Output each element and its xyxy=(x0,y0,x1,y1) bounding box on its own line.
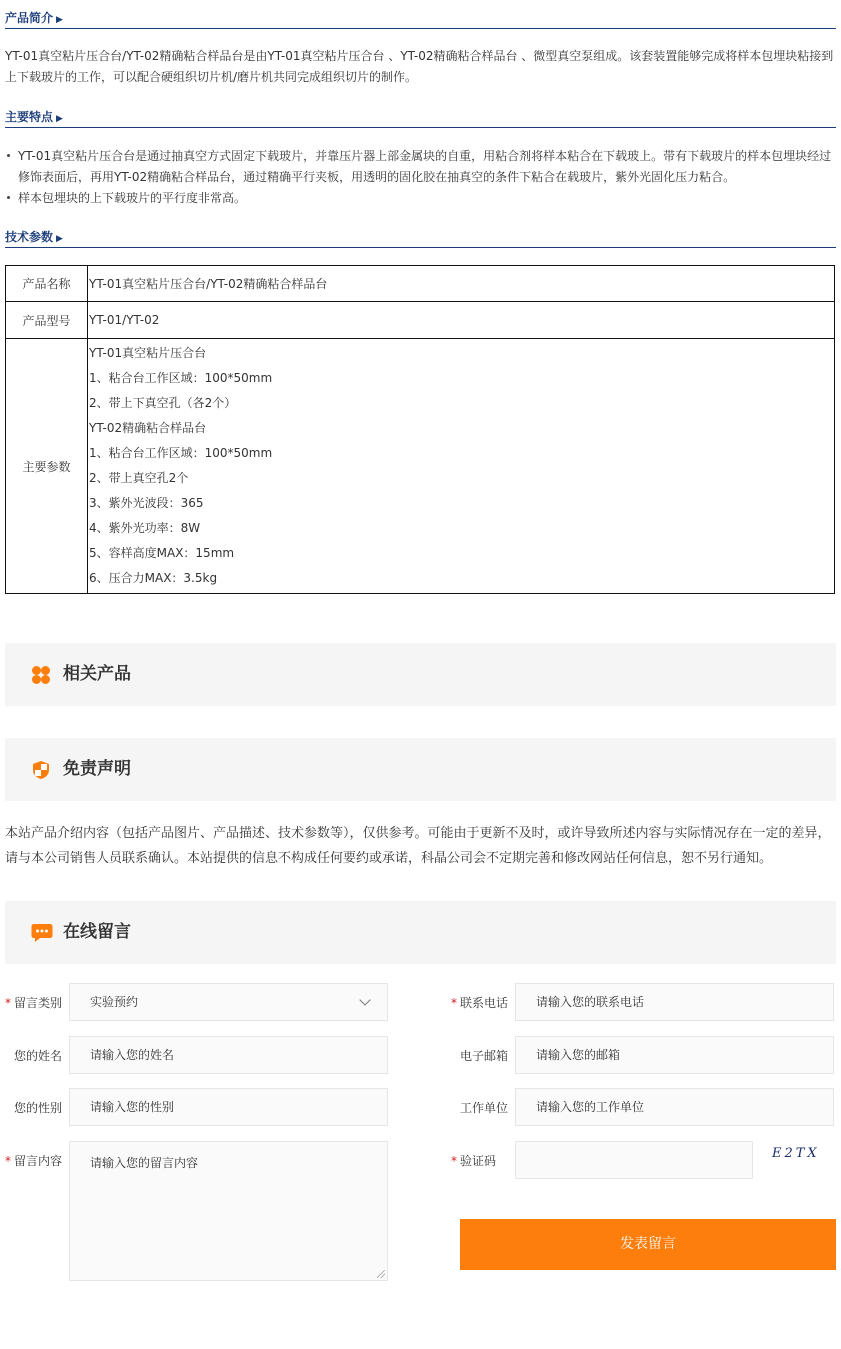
email-label: 电子邮箱 xyxy=(460,1049,509,1063)
name-input[interactable] xyxy=(69,1036,388,1074)
email-input[interactable] xyxy=(515,1036,834,1074)
related-products-title: 相关产品 xyxy=(63,664,131,684)
content-textarea[interactable] xyxy=(69,1141,388,1281)
table-value: YT-01真空粘片压合台/YT-02精确粘合样品台 xyxy=(88,266,835,302)
section-title: 产品简介 xyxy=(5,11,54,25)
list-item: YT-01真空粘片压合台是通过抽真空方式固定下载玻片，并靠压片器上部金属块的自重，用粘合剂将样本粘合在下载玻上。带有下载玻片的样本包埋块经过修饰表面后，再用YT-02精确粘合样品台，通过精确平行夹板，用透明的固化胶在抽真空的条件下粘合在载玻片，紫外光固化压力粘合。 xyxy=(5,146,836,188)
company-label: 工作单位 xyxy=(460,1101,509,1115)
param-line: 4、紫外光功率：8W xyxy=(89,521,201,535)
label-text: 联系电话 xyxy=(460,996,509,1010)
captcha-label xyxy=(451,1152,496,1169)
table-value: YT-01/YT-02 xyxy=(88,302,835,339)
table-value xyxy=(88,339,835,594)
label-text: 留言内容 xyxy=(14,1154,63,1168)
phone-label xyxy=(451,994,508,1011)
input-placeholder: 请输入您的姓名 xyxy=(90,1048,175,1062)
product-intro-text: YT-01真空粘片压合台/YT-02精确粘合样品台是由YT-01真空粘片压合台 、YT-02精确粘合样品台 、微型真空泵组成。该套装置能够完成将样本包埋块粘接到上下载玻片的工作，可以配合硬组织切片机/磨片机共同完成组织切片的制作。 xyxy=(5,49,834,84)
disclaimer-text: 本站产品介绍内容（包括产品图片、产品描述、技术参数等），仅供参考。可能由于更新不及时，或许导致所述内容与实际情况存在一定的差异，请与本公司销售人员联系确认。本站提供的信息不构成任何要约或承诺，科晶公司会不定期完善和修改网站任何信息，恕不另行通知。 xyxy=(5,826,831,866)
param-line: YT-01真空粘片压合台 xyxy=(89,346,207,360)
arrow-right-icon: ▶ xyxy=(56,114,63,124)
input-placeholder: 请输入您的邮箱 xyxy=(536,1048,621,1062)
chat-bubble-icon xyxy=(31,923,53,943)
company-input[interactable] xyxy=(515,1088,834,1126)
table-key: 产品名称 xyxy=(6,266,88,302)
section-header-features xyxy=(5,110,836,128)
submit-button[interactable]: 发表留言 xyxy=(460,1219,836,1270)
clover-icon xyxy=(31,665,51,685)
section-header-intro xyxy=(5,11,836,29)
captcha-input[interactable] xyxy=(515,1141,753,1179)
table-key: 主要参数 xyxy=(6,339,88,594)
section-title: 主要特点 xyxy=(5,110,54,124)
param-line: 6、压合力MAX：3.5kg xyxy=(89,571,218,585)
resize-grip-icon[interactable] xyxy=(377,1270,385,1278)
label-text: 验证码 xyxy=(460,1154,497,1168)
gender-input[interactable] xyxy=(69,1088,388,1126)
section-title: 技术参数 xyxy=(5,230,54,244)
select-value: 实验预约 xyxy=(90,995,139,1009)
required-mark: * xyxy=(5,996,11,1010)
phone-input[interactable] xyxy=(515,983,834,1021)
chevron-down-icon xyxy=(359,994,370,1005)
table-key: 产品型号 xyxy=(6,302,88,339)
label-text: 留言类别 xyxy=(14,996,63,1010)
arrow-right-icon: ▶ xyxy=(56,234,63,244)
required-mark: * xyxy=(451,996,457,1010)
name-label: 您的姓名 xyxy=(14,1049,63,1063)
disclaimer-header xyxy=(5,738,836,801)
message-title: 在线留言 xyxy=(63,922,131,942)
required-mark: * xyxy=(451,1154,457,1168)
param-line: 3、紫外光波段：365 xyxy=(89,496,204,510)
param-line: 2、带上真空孔2个 xyxy=(89,471,189,485)
param-line: YT-02精确粘合样品台 xyxy=(89,421,207,435)
category-select[interactable] xyxy=(69,983,388,1021)
param-line: 1、粘合台工作区域：100*50mm xyxy=(89,446,273,460)
input-placeholder: 请输入您的性别 xyxy=(90,1100,175,1114)
required-mark: * xyxy=(5,1154,11,1168)
params-table xyxy=(5,265,835,594)
category-label xyxy=(5,994,62,1011)
input-placeholder: 请输入您的工作单位 xyxy=(536,1100,645,1114)
list-item: 样本包埋块的上下载玻片的平行度非常高。 xyxy=(5,188,836,209)
gender-label: 您的性别 xyxy=(14,1101,63,1115)
param-line: 1、粘合台工作区域：100*50mm xyxy=(89,371,273,385)
param-line: 2、带上下真空孔（各2个） xyxy=(89,396,237,410)
table-row xyxy=(6,266,835,302)
table-row xyxy=(6,339,835,594)
disclaimer-title: 免责声明 xyxy=(63,759,131,779)
captcha-image[interactable]: E2TX xyxy=(772,1146,820,1161)
section-header-params xyxy=(5,230,836,248)
textarea-placeholder: 请输入您的留言内容 xyxy=(90,1156,199,1170)
param-line: 5、容样高度MAX：15mm xyxy=(89,546,235,560)
shield-icon xyxy=(31,760,51,780)
message-header xyxy=(5,901,836,964)
content-label xyxy=(5,1152,62,1169)
table-row xyxy=(6,302,835,339)
features-list xyxy=(5,146,836,209)
arrow-right-icon: ▶ xyxy=(56,15,63,25)
input-placeholder: 请输入您的联系电话 xyxy=(536,995,645,1009)
related-products-header xyxy=(5,643,836,706)
